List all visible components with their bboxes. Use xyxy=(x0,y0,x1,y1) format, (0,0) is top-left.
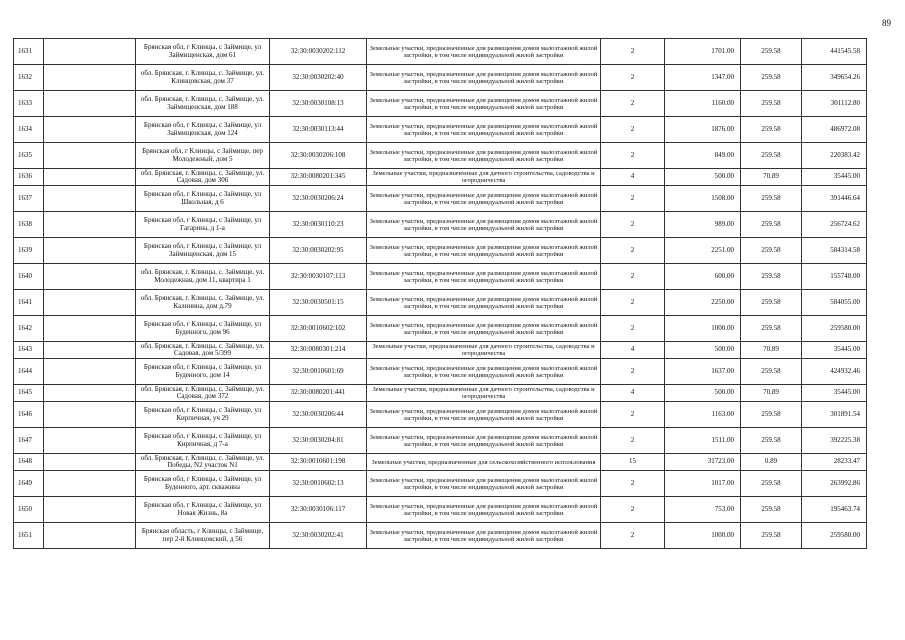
group-code-cell: 2 xyxy=(601,238,665,264)
spacer-cell xyxy=(44,91,136,117)
spacer-cell xyxy=(44,359,136,385)
land-use-type-cell: Земельные участки, предназначенные для размещения домов малоэтажной жилой застройки, в том числе индивидуальной жилой застройки xyxy=(367,497,601,523)
cadastral-number-cell: 32:30:0030204:81 xyxy=(270,428,367,454)
area-cell: 1000.00 xyxy=(665,523,741,549)
cadastral-number-cell: 32:30:0030108:13 xyxy=(270,91,367,117)
specific-value-cell: 259.58 xyxy=(741,143,802,169)
area-cell: 2250.00 xyxy=(665,290,741,316)
specific-value-cell: 259.58 xyxy=(741,91,802,117)
spacer-cell xyxy=(44,39,136,65)
row-number: 1650 xyxy=(14,497,44,523)
land-use-type-cell: Земельные участки, предназначенные для размещения домов малоэтажной жилой застройки, в том числе индивидуальной жилой застройки xyxy=(367,316,601,342)
group-code-cell: 2 xyxy=(601,523,665,549)
table-row xyxy=(14,316,867,342)
cadastral-number-cell: 32:30:0010601:69 xyxy=(270,359,367,385)
spacer-cell xyxy=(44,385,136,402)
land-use-type-cell: Земельные участки, предназначенные для размещения домов малоэтажной жилой застройки, в том числе индивидуальной жилой застройки xyxy=(367,402,601,428)
row-number: 1634 xyxy=(14,117,44,143)
spacer-cell xyxy=(44,316,136,342)
cadastral-number-cell: 32:30:0030107:113 xyxy=(270,264,367,290)
cadastral-value-cell: 391446.64 xyxy=(802,186,867,212)
row-number: 1649 xyxy=(14,471,44,497)
cadastral-number-cell: 32:30:0030110:23 xyxy=(270,212,367,238)
specific-value-cell: 259.58 xyxy=(741,359,802,385)
cadastral-number-cell: 32:30:0030206:108 xyxy=(270,143,367,169)
group-code-cell: 2 xyxy=(601,316,665,342)
spacer-cell xyxy=(44,342,136,359)
specific-value-cell: 70.89 xyxy=(741,385,802,402)
cadastral-value-cell: 259580.00 xyxy=(802,316,867,342)
area-cell: 500.00 xyxy=(665,342,741,359)
row-number: 1645 xyxy=(14,385,44,402)
cadastral-value-cell: 301891.54 xyxy=(802,402,867,428)
address-cell: Брянская обл, г Клинцы, с Займище, ул Буденного, арт. скважина xyxy=(136,471,270,497)
cadastral-number-cell: 32:30:0030106:117 xyxy=(270,497,367,523)
land-use-type-cell: Земельные участки, предназначенные для дачного строительства, садоводства и огородничества xyxy=(367,342,601,359)
row-number: 1646 xyxy=(14,402,44,428)
area-cell: 1017.00 xyxy=(665,471,741,497)
table-row xyxy=(14,65,867,91)
cadastral-value-cell: 392225.38 xyxy=(802,428,867,454)
cadastral-number-cell: 32:30:0010602:102 xyxy=(270,316,367,342)
address-cell: обл. Брянская, г. Клинцы, с. Займище, ул. Клинцовская, дом 37 xyxy=(136,65,270,91)
cadastral-number-cell: 32:30:0030202:112 xyxy=(270,39,367,65)
cadastral-number-cell: 32:30:0010601:198 xyxy=(270,454,367,471)
address-cell: обл. Брянская, г. Клинцы, с. Займище, ул. Садовая, дом 5/399 xyxy=(136,342,270,359)
land-use-type-cell: Земельные участки, предназначенные для размещения домов малоэтажной жилой застройки, в том числе индивидуальной жилой застройки xyxy=(367,186,601,212)
row-number: 1641 xyxy=(14,290,44,316)
spacer-cell xyxy=(44,497,136,523)
land-use-type-cell: Земельные участки, предназначенные для размещения домов малоэтажной жилой застройки, в том числе индивидуальной жилой застройки xyxy=(367,428,601,454)
spacer-cell xyxy=(44,169,136,186)
address-cell: Брянская обл, г Клинцы, с Займище, ул Займищенская, дом 61 xyxy=(136,39,270,65)
specific-value-cell: 259.58 xyxy=(741,428,802,454)
area-cell: 1160.00 xyxy=(665,91,741,117)
table-row xyxy=(14,117,867,143)
cadastral-value-cell: 35445.00 xyxy=(802,385,867,402)
specific-value-cell: 259.58 xyxy=(741,212,802,238)
table-row xyxy=(14,290,867,316)
area-cell: 2251.00 xyxy=(665,238,741,264)
address-cell: Брянская область, г Клинцы, с Займище, пер 2-й Клинцовский, д 56 xyxy=(136,523,270,549)
specific-value-cell: 259.58 xyxy=(741,523,802,549)
cadastral-value-cell: 28233.47 xyxy=(802,454,867,471)
group-code-cell: 2 xyxy=(601,264,665,290)
cadastral-number-cell: 32:30:0080301:214 xyxy=(270,342,367,359)
cadastral-value-cell: 195463.74 xyxy=(802,497,867,523)
land-use-type-cell: Земельные участки, предназначенные для размещения домов малоэтажной жилой застройки, в том числе индивидуальной жилой застройки xyxy=(367,290,601,316)
land-use-type-cell: Земельные участки, предназначенные для размещения домов малоэтажной жилой застройки, в том числе индивидуальной жилой застройки xyxy=(367,471,601,497)
area-cell: 1511.00 xyxy=(665,428,741,454)
table-row xyxy=(14,523,867,549)
specific-value-cell: 259.58 xyxy=(741,290,802,316)
land-use-type-cell: Земельные участки, предназначенные для сельскохозяйственного использования xyxy=(367,454,601,471)
row-number: 1635 xyxy=(14,143,44,169)
address-cell: обл. Брянская, г. Клинцы, с. Займище, ул. Победы, N2 участок N1 xyxy=(136,454,270,471)
cadastral-number-cell: 32:30:0080201:441 xyxy=(270,385,367,402)
spacer-cell xyxy=(44,402,136,428)
row-number: 1647 xyxy=(14,428,44,454)
area-cell: 989.00 xyxy=(665,212,741,238)
spacer-cell xyxy=(44,117,136,143)
area-cell: 1508.00 xyxy=(665,186,741,212)
cadastral-value-cell: 155748.00 xyxy=(802,264,867,290)
table-row xyxy=(14,428,867,454)
row-number: 1638 xyxy=(14,212,44,238)
land-use-type-cell: Земельные участки, предназначенные для размещения домов малоэтажной жилой застройки, в том числе индивидуальной жилой застройки xyxy=(367,523,601,549)
address-cell: Брянская обл, г Клинцы, с Займище, ул Школьная, д 6 xyxy=(136,186,270,212)
group-code-cell: 2 xyxy=(601,143,665,169)
area-cell: 600.00 xyxy=(665,264,741,290)
address-cell: Брянская обл, г Клинцы, с Займище, пер Молодежный, дом 5 xyxy=(136,143,270,169)
table-row xyxy=(14,238,867,264)
specific-value-cell: 259.58 xyxy=(741,39,802,65)
group-code-cell: 4 xyxy=(601,385,665,402)
table-row xyxy=(14,39,867,65)
land-use-type-cell: Земельные участки, предназначенные для размещения домов малоэтажной жилой застройки, в том числе индивидуальной жилой застройки xyxy=(367,65,601,91)
cadastral-value-cell: 301112.80 xyxy=(802,91,867,117)
specific-value-cell: 70.89 xyxy=(741,342,802,359)
row-number: 1640 xyxy=(14,264,44,290)
specific-value-cell: 259.58 xyxy=(741,238,802,264)
spacer-cell xyxy=(44,212,136,238)
spacer-cell xyxy=(44,523,136,549)
address-cell: обл. Брянская, г. Клинцы, с. Займище, ул. Садовая, дом 306 xyxy=(136,169,270,186)
table-row xyxy=(14,359,867,385)
area-cell: 1000.00 xyxy=(665,316,741,342)
land-use-type-cell: Земельные участки, предназначенные для размещения домов малоэтажной жилой застройки, в том числе индивидуальной жилой застройки xyxy=(367,143,601,169)
row-number: 1636 xyxy=(14,169,44,186)
land-use-type-cell: Земельные участки, предназначенные для размещения домов малоэтажной жилой застройки, в том числе индивидуальной жилой застройки xyxy=(367,238,601,264)
area-cell: 1637.00 xyxy=(665,359,741,385)
address-cell: обл. Брянская, г. Клинцы, с. Займище, ул. Молодежная, дом 11, квартира 1 xyxy=(136,264,270,290)
row-number: 1644 xyxy=(14,359,44,385)
specific-value-cell: 0.89 xyxy=(741,454,802,471)
cadastral-value-cell: 259580.00 xyxy=(802,523,867,549)
row-number: 1632 xyxy=(14,65,44,91)
cadastral-value-cell: 441545.58 xyxy=(802,39,867,65)
specific-value-cell: 259.58 xyxy=(741,264,802,290)
area-cell: 1876.00 xyxy=(665,117,741,143)
spacer-cell xyxy=(44,65,136,91)
group-code-cell: 15 xyxy=(601,454,665,471)
specific-value-cell: 259.58 xyxy=(741,471,802,497)
row-number: 1651 xyxy=(14,523,44,549)
spacer-cell xyxy=(44,428,136,454)
group-code-cell: 2 xyxy=(601,117,665,143)
cadastral-value-cell: 584314.58 xyxy=(802,238,867,264)
table-row xyxy=(14,212,867,238)
area-cell: 1347.00 xyxy=(665,65,741,91)
spacer-cell xyxy=(44,186,136,212)
specific-value-cell: 259.58 xyxy=(741,117,802,143)
area-cell: 1701.00 xyxy=(665,39,741,65)
address-cell: Брянская обл, г Клинцы, с Займище, ул Гагарина, д 1-а xyxy=(136,212,270,238)
cadastral-number-cell: 32:30:0030202:40 xyxy=(270,65,367,91)
table-row xyxy=(14,471,867,497)
spacer-cell xyxy=(44,143,136,169)
area-cell: 500.00 xyxy=(665,385,741,402)
cadastral-value-cell: 486972.08 xyxy=(802,117,867,143)
row-number: 1633 xyxy=(14,91,44,117)
table-row xyxy=(14,169,867,186)
area-cell: 500.00 xyxy=(665,169,741,186)
row-number: 1642 xyxy=(14,316,44,342)
address-cell: Брянская обл, г Клинцы, с Займище, ул Новая Жизнь, 8а xyxy=(136,497,270,523)
area-cell: 1163.00 xyxy=(665,402,741,428)
table-row xyxy=(14,402,867,428)
row-number: 1639 xyxy=(14,238,44,264)
cadastral-value-cell: 263992.86 xyxy=(802,471,867,497)
land-valuation-table xyxy=(13,38,867,549)
table-row xyxy=(14,264,867,290)
table-body xyxy=(14,39,867,549)
group-code-cell: 2 xyxy=(601,402,665,428)
cadastral-number-cell: 32:30:0030113:44 xyxy=(270,117,367,143)
cadastral-number-cell: 32:30:0080201:345 xyxy=(270,169,367,186)
cadastral-value-cell: 584055.00 xyxy=(802,290,867,316)
land-use-type-cell: Земельные участки, предназначенные для размещения домов малоэтажной жилой застройки, в том числе индивидуальной жилой застройки xyxy=(367,91,601,117)
table-row xyxy=(14,385,867,402)
cadastral-number-cell: 32:30:0030206:24 xyxy=(270,186,367,212)
spacer-cell xyxy=(44,454,136,471)
address-cell: Брянская обл, г Клинцы, с Займище, ул Кирпичная, уч 29 xyxy=(136,402,270,428)
cadastral-number-cell: 32:30:0030202:41 xyxy=(270,523,367,549)
row-number: 1643 xyxy=(14,342,44,359)
cadastral-value-cell: 349654.26 xyxy=(802,65,867,91)
specific-value-cell: 259.58 xyxy=(741,65,802,91)
group-code-cell: 2 xyxy=(601,212,665,238)
row-number: 1648 xyxy=(14,454,44,471)
cadastral-number-cell: 32:30:0030501:15 xyxy=(270,290,367,316)
land-use-type-cell: Земельные участки, предназначенные для размещения домов малоэтажной жилой застройки, в том числе индивидуальной жилой застройки xyxy=(367,359,601,385)
address-cell: Брянская обл, г Клинцы, с Займище, ул Кирпичная, д 7-а xyxy=(136,428,270,454)
specific-value-cell: 259.58 xyxy=(741,497,802,523)
address-cell: Брянская обл, г Клинцы, с Займище, ул Буденного, дом 96 xyxy=(136,316,270,342)
cadastral-number-cell: 32:30:0010602:13 xyxy=(270,471,367,497)
cadastral-value-cell: 35445.00 xyxy=(802,169,867,186)
cadastral-value-cell: 220383.42 xyxy=(802,143,867,169)
group-code-cell: 2 xyxy=(601,91,665,117)
group-code-cell: 2 xyxy=(601,428,665,454)
table-row xyxy=(14,454,867,471)
specific-value-cell: 259.58 xyxy=(741,316,802,342)
spacer-cell xyxy=(44,238,136,264)
spacer-cell xyxy=(44,471,136,497)
cadastral-number-cell: 32:30:0030206:44 xyxy=(270,402,367,428)
area-cell: 753.00 xyxy=(665,497,741,523)
group-code-cell: 2 xyxy=(601,471,665,497)
specific-value-cell: 259.58 xyxy=(741,402,802,428)
specific-value-cell: 70.89 xyxy=(741,169,802,186)
cadastral-value-cell: 424932.46 xyxy=(802,359,867,385)
land-use-type-cell: Земельные участки, предназначенные для дачного строительства, садоводства и огородничества xyxy=(367,385,601,402)
spacer-cell xyxy=(44,264,136,290)
table-row xyxy=(14,497,867,523)
cadastral-value-cell: 256724.62 xyxy=(802,212,867,238)
group-code-cell: 2 xyxy=(601,497,665,523)
land-use-type-cell: Земельные участки, предназначенные для дачного строительства, садоводства и огородничества xyxy=(367,169,601,186)
land-use-type-cell: Земельные участки, предназначенные для размещения домов малоэтажной жилой застройки, в том числе индивидуальной жилой застройки xyxy=(367,39,601,65)
row-number: 1631 xyxy=(14,39,44,65)
specific-value-cell: 259.58 xyxy=(741,186,802,212)
address-cell: обл. Брянская, г. Клинцы, с. Займище, ул. Калинина, дом д.79 xyxy=(136,290,270,316)
land-use-type-cell: Земельные участки, предназначенные для размещения домов малоэтажной жилой застройки, в том числе индивидуальной жилой застройки xyxy=(367,264,601,290)
address-cell: Брянская обл, г Клинцы, с Займище, ул Займищенская, дом 15 xyxy=(136,238,270,264)
page-number: 89 xyxy=(882,18,891,28)
address-cell: Брянская обл, г Клинцы, с Займище, ул Буденного, дом 14 xyxy=(136,359,270,385)
spacer-cell xyxy=(44,290,136,316)
cadastral-value-cell: 35445.00 xyxy=(802,342,867,359)
group-code-cell: 2 xyxy=(601,65,665,91)
table-row xyxy=(14,91,867,117)
group-code-cell: 2 xyxy=(601,186,665,212)
group-code-cell: 2 xyxy=(601,39,665,65)
group-code-cell: 2 xyxy=(601,359,665,385)
group-code-cell: 4 xyxy=(601,342,665,359)
address-cell: обл. Брянская, г. Клинцы, с. Займище, ул. Займищенская, дом 188 xyxy=(136,91,270,117)
group-code-cell: 4 xyxy=(601,169,665,186)
cadastral-number-cell: 32:30:0030202:95 xyxy=(270,238,367,264)
table-row xyxy=(14,143,867,169)
address-cell: Брянская обл, г Клинцы, с Займище, ул Займищенская, дом 124 xyxy=(136,117,270,143)
group-code-cell: 2 xyxy=(601,290,665,316)
table-row xyxy=(14,342,867,359)
row-number: 1637 xyxy=(14,186,44,212)
table-row xyxy=(14,186,867,212)
land-use-type-cell: Земельные участки, предназначенные для размещения домов малоэтажной жилой застройки, в том числе индивидуальной жилой застройки xyxy=(367,212,601,238)
area-cell: 849.00 xyxy=(665,143,741,169)
land-use-type-cell: Земельные участки, предназначенные для размещения домов малоэтажной жилой застройки, в том числе индивидуальной жилой застройки xyxy=(367,117,601,143)
address-cell: обл. Брянская, г. Клинцы, с. Займище, ул. Садовая, дом 372 xyxy=(136,385,270,402)
area-cell: 31723.00 xyxy=(665,454,741,471)
